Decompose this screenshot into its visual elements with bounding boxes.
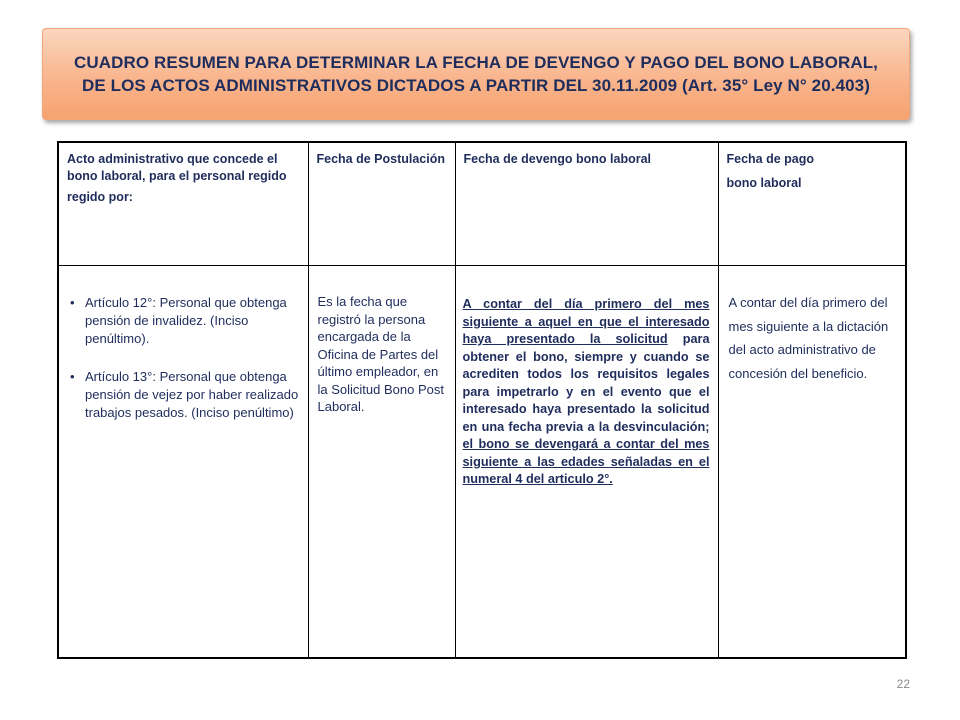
header-cell-devengo: [455, 142, 718, 266]
header-postulacion-text: Fecha de Postulación: [316, 152, 446, 166]
articulos-list: [67, 294, 300, 422]
articulo-13-text: Artículo 13°: Personal que obtenga pensión de vejez por haber realizado trabajos pesados. (Inciso penúltimo): [85, 369, 299, 420]
table-row: [58, 266, 906, 659]
list-item: [67, 368, 300, 422]
pago-text: A contar del día primero del mes siguiente a la dictación del acto administrativo de concesión del beneficio.: [728, 295, 889, 381]
page-number: 22: [896, 677, 910, 691]
table-header-row: [58, 142, 906, 266]
articulo-12-text: Artículo 12°: Personal que obtenga pensión de invalidez. (Inciso penúltimo).: [85, 295, 287, 346]
header-devengo-text: Fecha de devengo bono laboral: [463, 152, 652, 166]
cell-articulos: [58, 266, 308, 659]
header-acto-text: Acto administrativo que concede el bono laboral, para el personal regido: [67, 152, 287, 183]
devengo-underlined-1: A contar del día primero del mes siguiente a aquel en que el interesado haya presentado la solicitud: [462, 297, 710, 346]
page-title: CUADRO RESUMEN PARA DETERMINAR LA FECHA DE DEVENGO Y PAGO DEL BONO LABORAL, DE LOS ACTOS ADMINISTRATIVOS DICTADOS A PARTIR DEL 30.11.2009 (Art. 35° Ley N° 20.403): [73, 53, 879, 95]
summary-table: [57, 141, 907, 659]
cell-postulacion: [308, 266, 455, 659]
devengo-underlined-2: el bono se devengará a contar del mes siguiente a las edades señaladas en el numeral 4 del articulo 2°.: [462, 437, 710, 486]
devengo-text: [456, 266, 718, 489]
header-cell-postulacion: [308, 142, 455, 266]
bullet-icon: •: [70, 369, 75, 384]
bullet-icon: •: [70, 295, 75, 310]
cell-pago: [718, 266, 906, 659]
header-cell-pago: [718, 142, 906, 266]
header-cell-acto: [58, 142, 308, 266]
list-item: [67, 294, 300, 348]
title-banner: [42, 28, 910, 120]
postulacion-text: Es la fecha que registró la persona encargada de la Oficina de Partes del último empleador, en la Solicitud Bono Post Laboral.: [317, 294, 444, 414]
header-acto-regido: regido por:: [67, 190, 133, 204]
header-pago-text-2: bono laboral: [726, 176, 802, 190]
devengo-body: para obtener el bono, siempre y cuando se acrediten todos los requisitos legales para impetrarlo y en el evento que el interesado haya presentado la solicitud en una fecha previa a la desvinculación;: [462, 332, 710, 434]
header-pago-text: Fecha de pago: [726, 152, 815, 166]
cell-devengo: [455, 266, 718, 659]
